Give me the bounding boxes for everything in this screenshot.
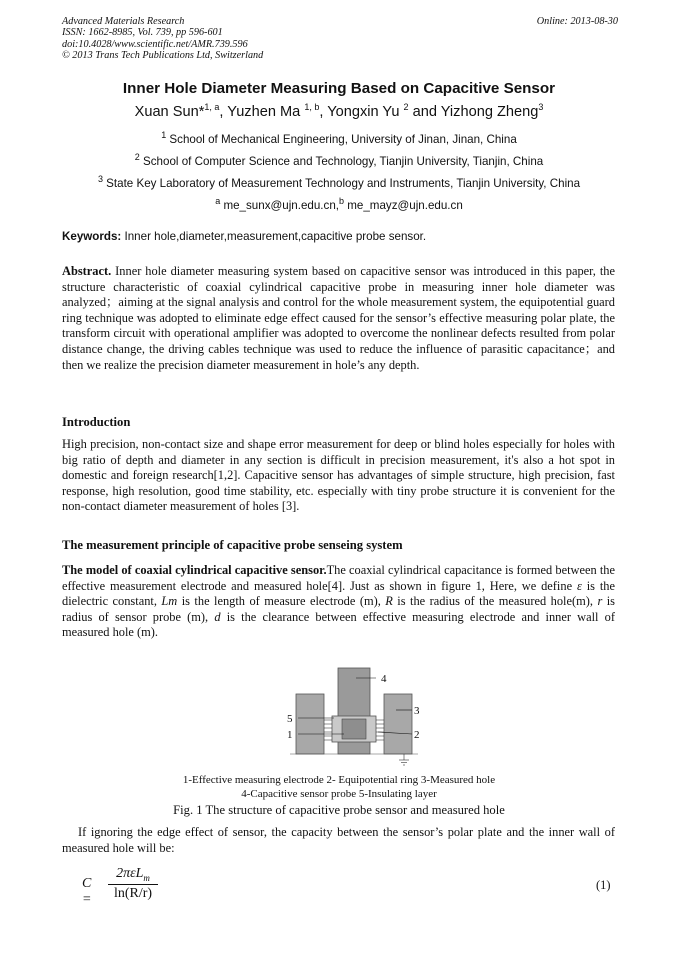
numerator-text: 2πεL	[116, 866, 144, 881]
figure-label-3: 3	[414, 705, 420, 717]
journal-header	[62, 16, 618, 62]
figure-label-4: 4	[381, 673, 387, 685]
keywords-text: Inner hole,diameter,measurement,capacitive probe sensor.	[121, 230, 427, 243]
affil-text: State Key Laboratory of Measurement Technology and Instruments, Tianjin University, China	[102, 176, 581, 190]
affil-mark: 3	[97, 174, 103, 184]
affil-mark: 2	[134, 152, 140, 162]
measuring-electrode	[342, 719, 366, 739]
author-separator: ,	[319, 103, 328, 120]
principle-heading: The measurement principle of capacitive probe senseing system	[62, 538, 403, 552]
abstract-text: Inner hole diameter measuring system based on capacitive sensor was introduced in this paper, the structure characteristic of coaxial cylindrical capacitive probe in measuring inner hole diameter was analyzed；aiming at the signal analysis and control for the whole measurement system, the equipotential guard ring technique was adopted to eliminate edge effect caused for the sensor’s effective measuring polar plate, the transform circuit with operational amplifier was adopted to overcome the nonlinear defects resulted from polar distance change, the driving cables technique was used to reduce the influence of parasitic capacitance；and then we realize the precision diameter measurement in hole’s any depth.	[62, 264, 615, 372]
affiliation-1	[0, 130, 678, 146]
equation-numerator	[108, 866, 158, 883]
keywords	[62, 230, 426, 243]
doi-line: doi:10.4028/www.scientific.net/AMR.739.596	[62, 38, 248, 50]
model-paragraph	[62, 563, 615, 641]
email-line	[0, 196, 678, 212]
abstract	[62, 264, 615, 373]
author-name: Yongxin Yu	[327, 103, 404, 120]
email-link[interactable]: me_sunx@ujn.edu.cn,	[220, 198, 339, 212]
fraction-bar	[108, 884, 158, 885]
equation-denominator: ln(R/r)	[113, 886, 153, 901]
author-separator: ,	[219, 103, 228, 120]
capacity-paragraph: If ignoring the edge effect of sensor, the capacity between the sensor’s polar plate and the inner wall of measured hole will be:	[62, 825, 615, 855]
affiliation-2	[0, 152, 678, 168]
online-date: Online: 2013-08-30	[536, 16, 618, 27]
issn-line: ISSN: 1662-8985, Vol. 739, pp 596-601	[62, 27, 223, 39]
model-text: The coaxial cylindrical capacitance is formed between the effective measurement electrode and measured hole[4]. Just as shown in figure 1, Here, we define	[62, 563, 615, 593]
affil-mark: 1	[161, 130, 167, 140]
author-name: Yizhong Zheng	[440, 103, 539, 120]
model-text: is radius of sensor probe (m),	[62, 594, 615, 624]
copyright-line: © 2013 Trans Tech Publications Ltd, Switzerland	[62, 50, 264, 62]
model-text: is the radius of the measured hole(m),	[392, 594, 598, 609]
figure-label-5: 5	[287, 713, 293, 725]
affil-text: School of Mechanical Engineering, University of Jinan, Jinan, China	[166, 132, 517, 146]
affil-text: School of Computer Science and Technology, Tianjin University, Tianjin, China	[139, 154, 544, 168]
figure-caption: Fig. 1 The structure of capacitive probe sensor and measured hole	[173, 803, 505, 817]
symbol-r: r	[597, 594, 603, 609]
figure-legend-line-2: 4-Capacitive sensor probe 5-Insulating layer	[241, 788, 437, 800]
symbol-epsilon: ε	[576, 578, 582, 593]
equation-number: (1)	[596, 878, 611, 892]
email-mark: b	[339, 196, 345, 206]
measured-hole-wall-right	[384, 694, 412, 754]
abstract-label: Abstract.	[62, 264, 112, 278]
figure-label-1: 1	[287, 729, 293, 741]
symbol-R: R	[385, 594, 393, 609]
email-mark: a	[215, 196, 221, 206]
author-affil-mark: 1, b	[304, 102, 320, 112]
equation-lhs: C =	[82, 876, 92, 907]
author-affil-mark: 2	[403, 102, 409, 112]
symbol-lm: Lm	[161, 594, 178, 609]
model-text: is the length of measure electrode (m),	[177, 594, 386, 609]
sensor-structure-figure	[286, 664, 422, 768]
figure-label-2: 2	[414, 729, 420, 741]
figure-legend-line-1: 1-Effective measuring electrode 2- Equipotential ring 3-Measured hole	[182, 774, 496, 786]
keywords-label: Keywords:	[62, 230, 122, 243]
author-affil-mark: 3	[538, 102, 544, 112]
email-link[interactable]: me_mayz@ujn.edu.cn	[344, 198, 463, 212]
symbol-d: d	[214, 609, 221, 624]
affiliation-3	[0, 174, 678, 190]
paper-title: Inner Hole Diameter Measuring Based on Capacitive Sensor	[122, 80, 556, 97]
author-affil-mark: 1, a	[204, 102, 220, 112]
model-text: is the dielectric constant,	[62, 578, 615, 609]
model-text: is the clearance between effective measuring electrode and inner wall of measured hole (m).	[62, 609, 615, 640]
introduction-text: High precision, non-contact size and shape error measurement for deep or blind holes especially for holes with big ratio of depth and diameter in any section is difficult in precision measurement, it's also a hot spot in domestic and foreign research[1,2]. Capacitive sensor has advantages of simple structure, high precision, fast response, high resolution, good time stability, etc. especially with tiny probe structure it is convenient for the non-contact diameter measurement of holes [3].	[62, 437, 615, 514]
introduction-heading: Introduction	[62, 415, 131, 429]
model-label: The model of coaxial cylindrical capacitive sensor.	[62, 563, 327, 577]
measured-hole-wall-left	[296, 694, 324, 754]
author-separator: and	[408, 103, 441, 120]
author-list	[0, 102, 678, 120]
journal-name: Advanced Materials Research	[62, 16, 185, 27]
numerator-subscript: m	[143, 872, 150, 883]
author-name: Yuzhen Ma	[227, 103, 305, 120]
author-name: Xuan Sun*	[134, 103, 205, 120]
